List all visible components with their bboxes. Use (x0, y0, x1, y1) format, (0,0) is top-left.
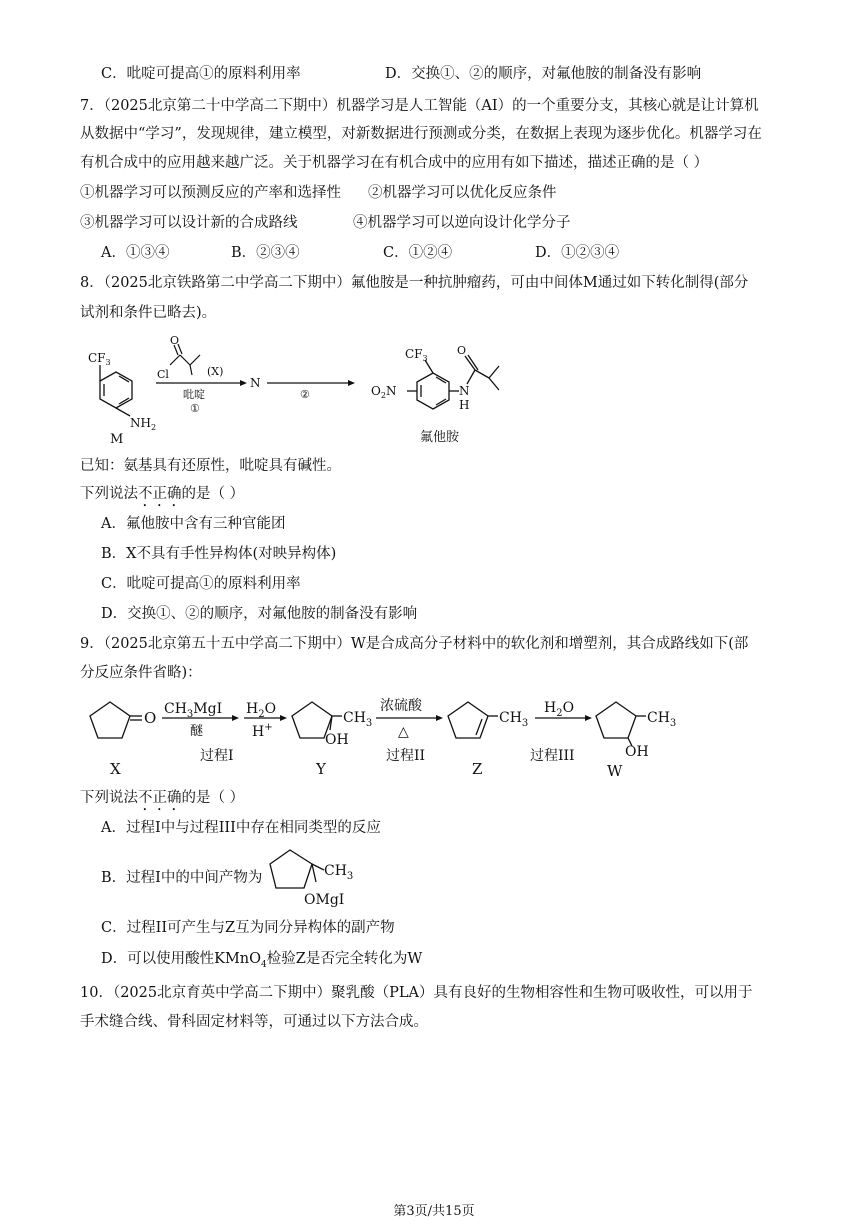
b-ch3-label: $CH_3$ (324, 863, 354, 882)
product-nh-h-label: H (459, 398, 470, 412)
q10-stem-line1: 10．（2025北京育英中学高二下期中）聚乳酸（PLA）具有良好的生物相容性和生物可吸收性，可以用于 (80, 985, 753, 1001)
product-nh-n-label: N (459, 384, 470, 398)
q7-statement-2: ②机器学习可以优化反应条件 (368, 185, 557, 201)
benzene-ring-m (100, 365, 132, 416)
y-ch3-label: $CH_3$ (343, 710, 373, 729)
product-cf3-label: $CF_3$ (405, 347, 428, 363)
arrow-step1-head (240, 380, 247, 386)
reagent-o-label: O (170, 335, 180, 347)
q9-synthesis-route (80, 690, 780, 785)
q10-stem-line2: 手术缝合线、骨科固定材料等，可通过以下方法合成。 (80, 1014, 428, 1030)
pyridine-label: 吡啶 (183, 388, 205, 401)
methylcyclopentanol-w (596, 702, 646, 746)
process-3-label: 过程III (530, 748, 575, 764)
arrow-3-head (585, 715, 592, 721)
reagent-h2o-1: $H_2O$ (246, 701, 277, 720)
process-1-label: 过程I (200, 748, 234, 764)
process-2-label: 过程II (386, 748, 426, 764)
intermediate-n-label: N (250, 376, 261, 390)
product-o-label: O (457, 344, 467, 357)
label-x: X (110, 760, 121, 778)
label-w: W (607, 762, 623, 780)
cyclopentanone-x (90, 702, 142, 738)
q7-stem-line2: 从数据中“学习”，发现规律，建立模型，对新数据进行预测或分类，在数据上表现为逐步优化。机器学习在 (80, 126, 762, 142)
q8-ask: 下列说法不正确的是（ ） (80, 486, 245, 502)
product-o2n-label: $O_2N$ (371, 384, 397, 400)
m-nh2-label: $NH_2$ (130, 416, 157, 432)
arrow-step2-head (348, 380, 355, 386)
flutamide-structure (365, 338, 535, 450)
arrow-1b-head (280, 715, 287, 721)
reagent-cl-label: Cl (157, 368, 169, 381)
reagent-ch3mgi: $CH_3MgI$ (164, 701, 223, 720)
q7-option-d: D．①②③④ (535, 245, 620, 261)
q7-statement-3: ③机器学习可以设计新的合成路线 (80, 215, 298, 231)
arrow-2-head (436, 715, 443, 721)
w-ch3-label: $CH_3$ (647, 710, 677, 729)
y-oh-label: OH (325, 732, 349, 748)
condition-delta: △ (398, 724, 409, 740)
q7-option-c: C．①②④ (383, 245, 453, 261)
q9-option-c: C．过程II可产生与Z互为同分异构体的副产物 (101, 920, 395, 936)
x-o-label: O (144, 709, 157, 727)
q6-option-c: C．吡啶可提高①的原料利用率 (101, 66, 301, 82)
label-z: Z (472, 760, 483, 778)
b-omgi-label: OMgI (304, 892, 345, 908)
q7-statement-4: ④机器学习可以逆向设计化学分子 (353, 215, 571, 231)
q8-option-c: C．吡啶可提高①的原料利用率 (101, 576, 301, 592)
page-footer: 第3页/共15页 (393, 1204, 475, 1219)
q8-option-b: B．X不具有手性异构体(对映异构体) (101, 546, 337, 562)
reagent-x-structure (170, 344, 200, 375)
m-cf3-label: $CF_3$ (88, 351, 111, 367)
q8-known: 已知：氨基具有还原性，吡啶具有碱性。 (80, 458, 341, 474)
q9-option-d: D．可以使用酸性KMnO$_4$检验Z是否完全转化为W (101, 951, 423, 970)
reagent-hplus: H+ (252, 722, 273, 740)
w-oh-label: OH (625, 744, 649, 760)
step1-label: ① (190, 402, 200, 415)
q7-stem-line3: 有机合成中的应用越来越广泛。关于机器学习在有机合成中的应用有如下描述，描述正确的是（ ） (80, 155, 709, 171)
q8-stem-line1: 8．（2025北京铁路第二中学高二下期中）氟他胺是一种抗肿瘤药，可由中间体M通过如下转化制得(部分 (80, 275, 749, 291)
reagent-h2o-2: $H_2O$ (544, 700, 575, 719)
reagent-x-label: (X) (207, 365, 224, 378)
q9-option-b-structure (268, 842, 388, 914)
q7-stem-line1: 7．（2025北京第二十中学高二下期中）机器学习是人工智能（AI）的一个重要分支，其核心就是让计算机 (80, 98, 759, 114)
q8-option-a: A．氟他胺中含有三种官能团 (101, 516, 286, 532)
reagent-h2so4: 浓硫酸 (380, 698, 422, 714)
q8-option-d: D．交换①、②的顺序，对氟他胺的制备没有影响 (101, 606, 418, 622)
reagent-ether: 醚 (190, 724, 204, 739)
q9-option-a: A．过程I中与过程III中存在相同类型的反应 (101, 820, 381, 836)
label-flutamide: 氟他胺 (420, 430, 460, 445)
q7-option-a: A．①③④ (101, 245, 170, 261)
z-ch3-label: $CH_3$ (499, 710, 529, 729)
q8-stem-line2: 试剂和条件已略去)。 (80, 305, 217, 321)
q9-option-b: B．过程I中的中间产物为 (101, 870, 263, 886)
methylcyclopentene-z (448, 702, 498, 738)
arrow-1a-head (232, 715, 239, 721)
label-m: M (110, 432, 124, 447)
q6-option-d: D．交换①、②的顺序，对氟他胺的制备没有影响 (385, 66, 702, 82)
step2-label: ② (300, 388, 310, 401)
q7-option-b: B．②③④ (231, 245, 300, 261)
q9-ask: 下列说法不正确的是（ ） (80, 790, 245, 806)
q7-statement-1: ①机器学习可以预测反应的产率和选择性 (80, 185, 341, 201)
q9-stem-line2: 分反应条件省略)： (80, 665, 202, 681)
label-y: Y (316, 760, 326, 778)
q9-stem-line1: 9．（2025北京第五十五中学高二下期中）W是合成高分子材料中的软化剂和增塑剂，其合成路线如下(部 (80, 636, 749, 652)
